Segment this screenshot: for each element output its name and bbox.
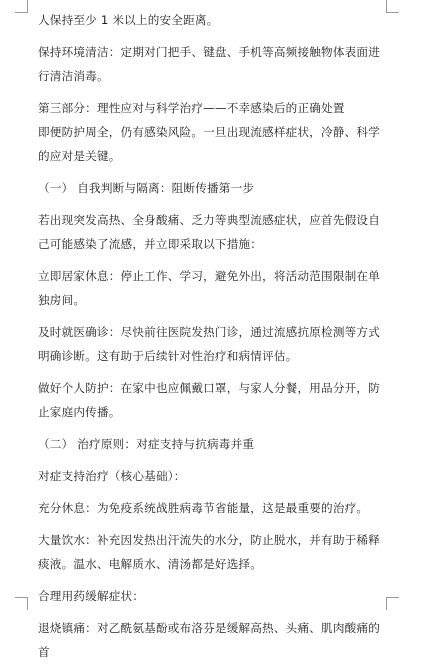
- paragraph-medication: 合理用药缓解症状：: [38, 589, 145, 603]
- paragraph-hydration: 大量饮水：补充因发热出汗流失的水分，防止脱水，并有助于稀释痰液。温水、电解质水、清汤都是好选择。: [38, 533, 381, 571]
- paragraph-fever-relief: 退烧镇痛：对乙酰氨基酚或布洛芬是缓解高热、头痛、肌肉酸痛的首: [38, 621, 381, 659]
- paragraph-distance: 人保持至少 1 米以上的安全距离。: [38, 13, 219, 27]
- paragraph-symptoms: 若出现突发高热、全身酸痛、乏力等典型流感症状，应首先假设自己可能感染了流感，并立即采取以下措施：: [38, 213, 381, 251]
- paragraph-personal-protection: 做好个人防护：在家中也应佩戴口罩，与家人分餐，用品分开，防止家庭内传播。: [38, 381, 381, 419]
- paragraph-cleaning: 保持环境清洁：定期对门把手、键盘、手机等高频接触物体表面进行清洁消毒。: [38, 45, 381, 83]
- paragraph-supportive-care: 对症支持治疗（核心基础）：: [38, 469, 186, 483]
- subheading-self-isolation: （一） 自我判断与隔离：阻断传播第一步: [38, 181, 255, 195]
- crop-mark-top-left: [15, 0, 28, 13]
- subheading-treatment-principles: （二） 治疗原则：对症支持与抗病毒并重: [38, 437, 255, 451]
- paragraph-intro: 即便防护周全，仍有感染风险。一旦出现流感样症状，冷静、科学的应对是关键。: [38, 125, 381, 163]
- paragraph-home-rest: 立即居家休息：停止工作、学习，避免外出，将活动范围限制在单独房间。: [38, 269, 381, 307]
- document-body: [38, 8, 388, 664]
- crop-mark-bottom-left: [15, 597, 28, 610]
- paragraph-seek-diagnosis: 及时就医确诊：尽快前往医院发热门诊，通过流感抗原检测等方式明确诊断。这有助于后续针对性治疗和病情评估。: [38, 325, 381, 363]
- paragraph-rest: 充分休息：为免疫系统战胜病毒节省能量，这是最重要的治疗。: [38, 501, 369, 515]
- section-heading-part-three: 第三部分：理性应对与科学治疗——不幸感染后的正确处置: [38, 101, 345, 115]
